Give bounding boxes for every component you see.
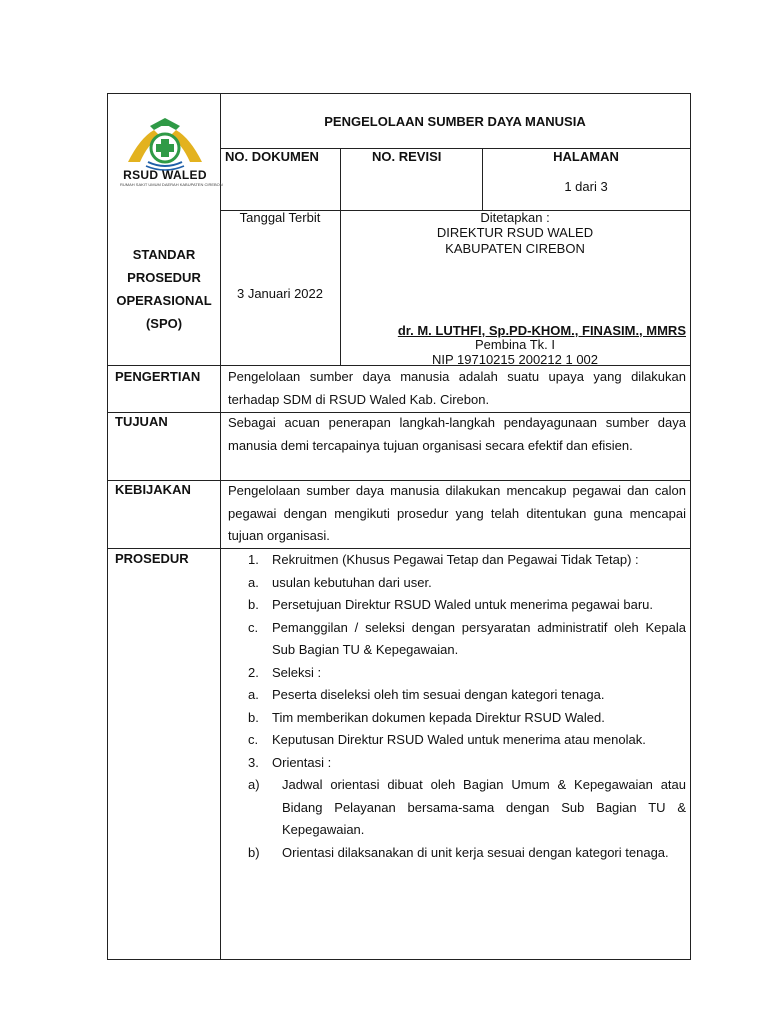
prosedur-item bbox=[228, 774, 686, 842]
tanggal-terbit-value: 3 Januari 2022 bbox=[236, 286, 323, 301]
signer-name: dr. M. LUTHFI, Sp.PD-KHOM., FINASIM., MMRS bbox=[397, 323, 686, 338]
prosedur-item-text: Seleksi : bbox=[272, 664, 322, 680]
prosedur-item-marker: b. bbox=[248, 709, 259, 725]
logo-text: RSUD WALED bbox=[123, 168, 207, 182]
spo-line-3: OPERASIONAL bbox=[116, 293, 212, 308]
halaman-value: 1 dari 3 bbox=[564, 179, 608, 194]
prosedur-item bbox=[228, 707, 686, 730]
spo-line-2: PROSEDUR bbox=[127, 270, 201, 285]
prosedur-item bbox=[228, 549, 686, 572]
spo-line-1: STANDAR bbox=[132, 247, 196, 262]
prosedur-item-text: Pemanggilan / seleksi dengan persyaratan administratif oleh Kepala Sub Bagian TU & Kepegawaian. bbox=[272, 619, 686, 657]
tanggal-terbit-label: Tanggal Terbit bbox=[239, 210, 321, 225]
kebijakan-text: Pengelolaan sumber daya manusia dilakukan mencakup pegawai dan calon pegawai dengan mengikuti prosedur yang telah ditentukan guna mencapai tujuan organisasi. bbox=[228, 483, 686, 543]
prosedur-item bbox=[228, 752, 686, 775]
signer-nip: NIP 19710215 200212 1 002 bbox=[431, 352, 599, 367]
prosedur-item-text: Orientasi dilaksanakan di unit kerja sesuai dengan kategori tenaga. bbox=[282, 844, 669, 860]
prosedur-item-text: Jadwal orientasi dibuat oleh Bagian Umum & Kepegawaian atau Bidang Pelayanan bersama-sama dengan Sub Bagian TU & Kepegawaian. bbox=[282, 777, 686, 837]
spo-document bbox=[107, 93, 691, 960]
prosedur-item-text: Rekruitmen (Khusus Pegawai Tetap dan Pegawai Tidak Tetap) : bbox=[272, 552, 639, 567]
prosedur-item-marker: b) bbox=[248, 844, 260, 860]
dokumen-revisi-divider bbox=[340, 148, 341, 365]
prosedur-item-marker: 1. bbox=[248, 552, 259, 567]
signer-rank: Pembina Tk. I bbox=[475, 337, 555, 352]
prosedur-item-text: Orientasi : bbox=[272, 754, 332, 770]
prosedur-item-marker: a) bbox=[248, 777, 260, 792]
prosedur-item-marker: a. bbox=[248, 574, 259, 590]
no-dokumen-label: NO. DOKUMEN bbox=[225, 149, 319, 164]
prosedur-item bbox=[228, 729, 686, 752]
prosedur-item-marker: b. bbox=[248, 597, 259, 612]
prosedur-item-marker: c. bbox=[248, 732, 259, 747]
prosedur-item-marker: 2. bbox=[248, 664, 259, 680]
prosedur-item bbox=[228, 684, 686, 707]
ditetapkan-kabupaten: KABUPATEN CIREBON bbox=[445, 241, 585, 256]
tujuan-text: Sebagai acuan penerapan langkah-langkah pendayagunaan sumber daya manusia demi tercapainya tujuan organisasi secara efektif dan efisien. bbox=[228, 415, 686, 453]
pengertian-text: Pengelolaan sumber daya manusia adalah suatu upaya yang dilakukan terhadap SDM di RSUD Waled Kab. Cirebon. bbox=[228, 369, 686, 407]
prosedur-item-text: Tim memberikan dokumen kepada Direktur RSUD Waled. bbox=[272, 709, 605, 725]
prosedur-item bbox=[228, 594, 686, 617]
prosedur-item bbox=[228, 662, 686, 685]
document-title: PENGELOLAAN SUMBER DAYA MANUSIA bbox=[324, 114, 586, 129]
tujuan-label: TUJUAN bbox=[115, 414, 168, 429]
prosedur-item-text: Peserta diseleksi oleh tim sesuai dengan kategori tenaga. bbox=[272, 687, 605, 702]
prosedur-item-text: Persetujuan Direktur RSUD Waled untuk menerima pegawai baru. bbox=[272, 597, 654, 612]
prosedur-list bbox=[228, 549, 686, 864]
prosedur-item bbox=[228, 842, 686, 865]
rsud-waled-logo bbox=[120, 116, 223, 192]
prosedur-item-text: usulan kebutuhan dari user. bbox=[272, 574, 432, 590]
logo-subtext: RUMAH SAKIT UMUM DAERAH KABUPATEN CIREBON bbox=[120, 182, 223, 187]
prosedur-item bbox=[228, 572, 686, 595]
spo-line-4: (SPO) bbox=[145, 316, 183, 331]
halaman-label: HALAMAN bbox=[553, 149, 619, 164]
prosedur-item-marker: a. bbox=[248, 687, 259, 702]
prosedur-item-marker: 3. bbox=[248, 754, 259, 770]
pengertian-label: PENGERTIAN bbox=[115, 369, 201, 384]
ditetapkan-direktur: DIREKTUR RSUD WALED bbox=[436, 225, 594, 240]
prosedur-item bbox=[228, 617, 686, 662]
kebijakan-label: KEBIJAKAN bbox=[115, 482, 191, 497]
ditetapkan-label: Ditetapkan : bbox=[480, 210, 550, 225]
prosedur-item-marker: c. bbox=[248, 619, 259, 635]
prosedur-label: PROSEDUR bbox=[115, 551, 189, 566]
no-revisi-label: NO. REVISI bbox=[372, 149, 442, 164]
prosedur-item-text: Keputusan Direktur RSUD Waled untuk menerima atau menolak. bbox=[272, 732, 646, 747]
